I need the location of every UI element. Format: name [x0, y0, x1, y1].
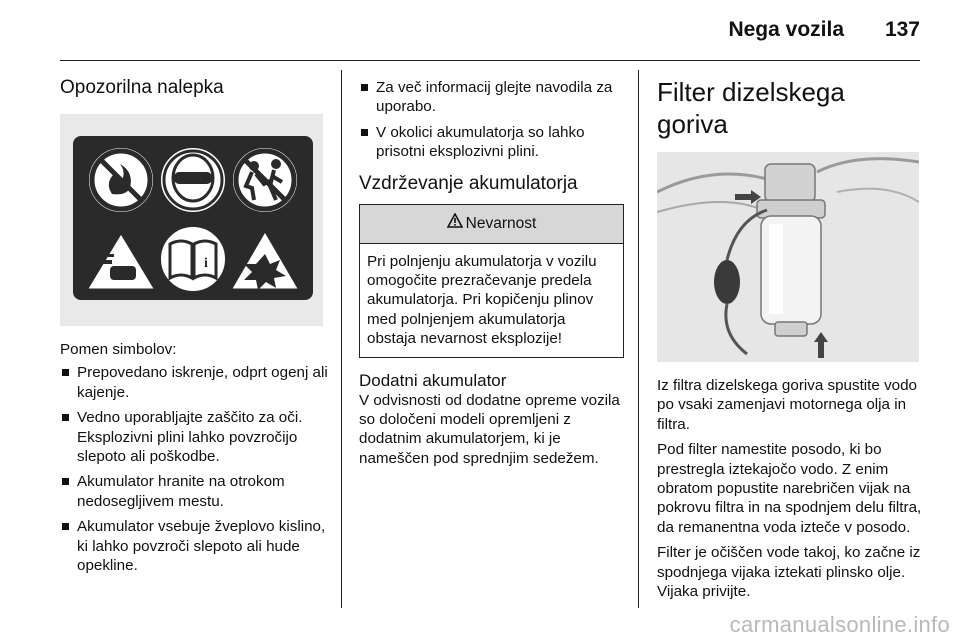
subsection-heading: Dodatni akumulator	[359, 370, 507, 390]
warning-header	[360, 205, 623, 244]
warning-label-image	[60, 114, 323, 326]
svg-text:i: i	[204, 256, 208, 271]
column-divider	[638, 70, 639, 608]
info-list	[359, 78, 624, 162]
watermark: carmanualsonline.info	[729, 612, 950, 637]
symbol-list	[60, 363, 330, 575]
keep-away-children-icon	[232, 147, 298, 213]
manual-book-icon	[160, 226, 226, 292]
arrow-up-icon	[814, 332, 828, 358]
warning-label: Nevarnost	[465, 214, 537, 232]
column-1	[60, 70, 330, 581]
paragraph: Pod filter namestite posodo, ki bo prestregla iztekajočo vodo. Z enim obratom popustite narebričen vijak na pokrovu filtra in na spodnjem delu filtra, da remanentna voda izteče v posodo.	[657, 441, 922, 536]
paragraph: Filter je očiščen vode takoj, ko začne iz spodnjega vijaka iztekati plinsko olje. Vijaka privijte.	[657, 544, 921, 601]
list-item: Akumulator hranite na otrokom nedosegljivem mestu.	[60, 472, 330, 511]
page-header	[60, 0, 920, 61]
section-heading: Opozorilna nalepka	[60, 77, 224, 98]
list-item: Akumulator vsebuje žveplovo kislino, ki lahko povzroči slepoto ali hude opekline.	[60, 517, 330, 575]
list-item: Vedno uporabljajte zaščito za oči. Eksplozivni plini lahko povzročijo slepoto ali poškodbe.	[60, 408, 330, 466]
list-item: V okolici akumulatorja so lahko prisotni eksplozivni plini.	[359, 123, 624, 162]
paragraph: V odvisnosti od dodatne opreme vozila so določeni modeli opremljeni z dodatnim akumulatorjem, ki je nameščen pod sprednjim sedežem.	[359, 391, 620, 467]
column-3	[657, 76, 922, 601]
chapter-title: Nega vozila	[728, 18, 844, 41]
list-item: Za več informacij glejte navodila za uporabo.	[359, 78, 624, 117]
column-divider	[341, 70, 342, 608]
danger-warning-box	[359, 204, 624, 358]
list-item: Prepovedano iskrenje, odprt ogenj ali kajenje.	[60, 363, 330, 402]
warning-triangle-icon	[447, 213, 463, 233]
column-2	[359, 78, 624, 468]
diesel-filter-image	[657, 152, 919, 362]
no-fire-icon	[88, 147, 154, 213]
symbols-intro: Pomen simbolov:	[60, 341, 177, 358]
warning-text: Pri polnjenju akumulatorja v vozilu omogočite prezračevanje predela akumulatorja. Pri kopičenju plinov med polnjenjem akumulatorja obstaja nevarnost eksplozije!	[367, 252, 597, 348]
section-heading: Filter dizelskega goriva	[657, 77, 845, 139]
section-heading: Vzdrževanje akumulatorja	[359, 172, 578, 194]
eye-protection-icon	[160, 147, 226, 213]
paragraph: Iz filtra dizelskega goriva spustite vodo po vsaki zamenjavi motornega olja in filtra.	[657, 377, 918, 433]
page-number: 137	[884, 18, 920, 41]
